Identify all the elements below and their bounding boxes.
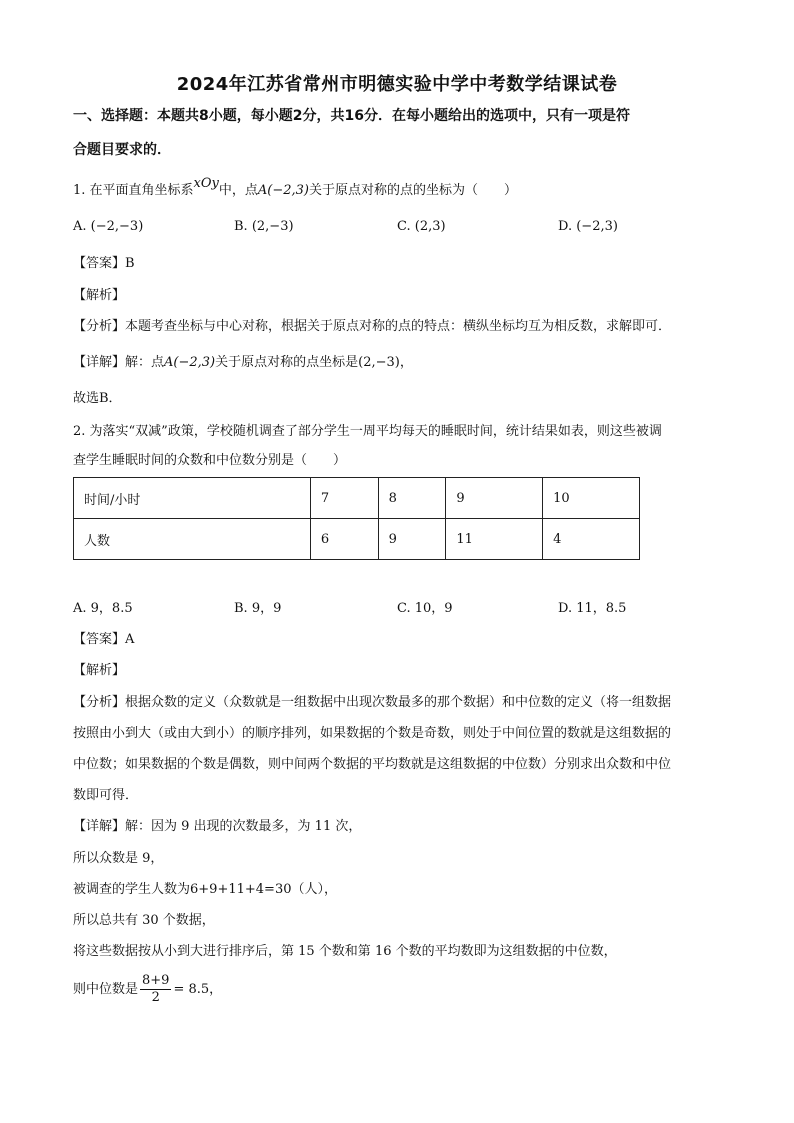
question-2-stem-line-1: 2. 为落实“双减”政策，学校随机调查了部分学生一周平均每天的睡眠时间，统计结果如表，则这些被调	[73, 424, 662, 439]
section-heading-line-1: 一、选择题：本题共8小题，每小题2分，共16分．在每小题给出的选项中，只有一项是符	[73, 108, 630, 124]
q2-option-c: C. 10，9	[397, 601, 453, 616]
q1-detail: 【详解】解：点A(−2,3)关于原点对称的点坐标是(2,−3)，	[73, 355, 413, 370]
q1-stem-pre: 1. 在平面直角坐标系	[73, 183, 194, 198]
question-1-stem	[73, 176, 518, 200]
q2-jiexi-heading: 【解析】	[73, 663, 126, 678]
table-cell: 时间/小时	[74, 478, 311, 519]
q1-option-d-value: (−2,3)	[576, 219, 618, 234]
q1-analysis: 【分析】本题考查坐标与中心对称，根据关于原点对称的点的特点：横纵坐标均互为相反数，求解即可．	[73, 319, 672, 334]
q2-analysis-line-4: 数即可得．	[73, 788, 139, 803]
q2-detail-line-6: 则中位数是 $\frac{8+9}{2}$ = 8.5，	[73, 973, 223, 1005]
q1-option-d: D. (−2,3)	[558, 219, 618, 234]
table-cell: 9	[378, 519, 446, 560]
q2-detail-line-2: 所以众数是 9，	[73, 851, 164, 866]
q2-detail-line-5: 将这些数据按从小到大进行排序后，第 15 个数和第 16 个数的平均数即为这组数据的中位数，	[73, 944, 617, 959]
q1-option-c-value: (2,3)	[414, 219, 446, 234]
q2-option-a: A. 9，8.5	[73, 601, 133, 616]
table-cell: 7	[310, 478, 378, 519]
q2-analysis-line-2: 按照由小到大（或由大到小）的顺序排列，如果数据的个数是奇数，则处于中间位置的数就是这组数据的	[73, 726, 672, 741]
table-cell: 4	[543, 519, 640, 560]
fraction-denominator: 2	[151, 990, 160, 1005]
table-cell: 9	[446, 478, 543, 519]
q2-answer: 【答案】A	[73, 632, 135, 647]
question-2-stem-line-2: 查学生睡眠时间的众数和中位数分别是（ ）	[73, 453, 347, 468]
q2-option-b: B. 9，9	[234, 601, 282, 616]
q1-answer: 【答案】B	[73, 256, 135, 271]
q1-detail-result: (2,−3)	[358, 355, 400, 370]
q1-point: A(−2,3)	[257, 183, 310, 198]
table-row	[74, 478, 640, 519]
q1-jiexi-heading: 【解析】	[73, 288, 126, 303]
section-heading-line-2: 合题目要求的．	[73, 142, 171, 158]
fraction-numerator: 8+9	[142, 973, 170, 988]
q2-analysis-line-3: 中位数；如果数据的个数是偶数，则中间两个数据的平均数就是这组数据的中位数）分别求出众数和中位	[73, 757, 672, 772]
page-title: 2024年江苏省常州市明德实验中学中考数学结课试卷	[176, 74, 618, 95]
table-row	[74, 519, 640, 560]
table-cell: 8	[378, 478, 446, 519]
q1-option-a-value: (−2,−3)	[90, 219, 144, 234]
q2-analysis-line-1: 【分析】根据众数的定义（众数就是一组数据中出现次数最多的那个数据）和中位数的定义（将一组数据	[73, 695, 672, 710]
table-cell: 11	[446, 519, 543, 560]
q2-option-d: D. 11，8.5	[558, 601, 627, 616]
q1-stem-mid: 中，点	[218, 183, 258, 198]
q1-option-b-value: (2,−3)	[251, 219, 294, 234]
q1-detail-point: A(−2,3)	[164, 355, 216, 370]
table-cell: 10	[543, 478, 640, 519]
q1-option-b: B. (2,−3)	[234, 219, 294, 234]
q1-option-a: A. (−2,−3)	[73, 219, 144, 234]
q1-option-c: C. (2,3)	[397, 219, 446, 234]
q1-conclusion: 故选B．	[73, 391, 122, 406]
q2-detail-line-4: 所以总共有 30 个数据，	[73, 913, 215, 928]
table-cell: 6	[310, 519, 378, 560]
table-cell: 人数	[74, 519, 311, 560]
sleep-time-table	[73, 477, 640, 560]
q2-detail-line-3: 被调查的学生人数为6+9+11+4=30（人），	[73, 882, 337, 897]
median-fraction	[140, 973, 171, 1006]
q1-coord-system: xOy	[193, 176, 219, 191]
q1-stem-post: 关于原点对称的点的坐标为（ ）	[309, 183, 518, 198]
q2-detail-line-1: 【详解】解：因为 9 出现的次数最多，为 11 次，	[73, 819, 362, 834]
q2-sum-expression: 6+9+11+4=30	[190, 882, 292, 897]
